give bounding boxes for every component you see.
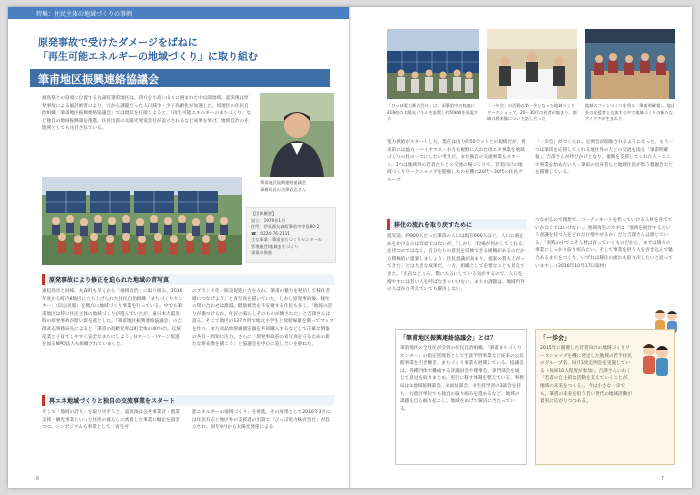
profile-line: 設立：1979年1月 — [251, 217, 286, 223]
about-box-title: 「筆甫地区振興連絡協議会」とは？ — [400, 335, 497, 342]
profile-line: 管理運営/地域まちづくり — [251, 243, 299, 249]
headline-line-2: 「再生可能エネルギーの地域づくり」に取り組む — [38, 52, 258, 63]
profile-line: 【団体概要】 — [251, 211, 277, 216]
profile-line: 主な事業：筆甫まちづくりセンターの — [251, 237, 322, 242]
page-number-right: 7 — [660, 476, 664, 482]
portrait-caption: 筆甫地区振興連絡協議会 事務局長の吉澤武志さん — [260, 180, 307, 192]
section-heading-2: 再エネ地域づくりと独自の交流事業をスタート — [42, 395, 334, 406]
headline-line-1: 原発事故で受けたダメージをばねに — [38, 38, 198, 49]
header-tab: 特集：住民主体の地域づくりの事例 — [8, 7, 349, 19]
section-heading-1: 原発事故により修正を迫られた地域の青写真 — [42, 274, 334, 285]
section1-col2: のブランド化・販売促進に力を入れ、筆甫の魅力を発信して移住者増につなげよう」と青写真を描いていた。しかし原発事故後、移住の問い合わせは激減。健康被害を不安視する住民も多く、「地域の誇りが傷つけられ、住民の暮らしそのものが壊された」と吉澤さんは語る。そこで地区の137カ所で地元小学生と放射線量を測ってマップを作り、また食品放射線測定器を共同購入するなどして正確な情報の共有・周知に注力。さらに「原発事故前の青写真を守るための新たな将来像を描こう」と協議会を中心に話し合いを重ねた。 — [192, 289, 334, 348]
right-page — [351, 7, 692, 488]
section2-col1: そして「地域の誇り」を取り戻そうと、震災後は公共事業計・農業支援・観光事業といった住民の暮らしに密着した事業に軸足を置きつつ、シンポジウムも事業として「再生可 — [42, 410, 180, 431]
young-people-illustration-icon — [638, 340, 672, 382]
body-col1: 電力供給がスタートした。現在は出力約50ワットとの規模だが、将来的には風力・バイオマス・水力も視野に入れた再エネ事業を地域づくりの柱の一つにしたい考えだ。また独自の交流事業もスタート。1つは地域外の若者たちとの交流の場づくりで、若者向けの地域づくりワークショップを開催したのを機に20代〜30代の住民グループ — [387, 140, 526, 183]
profile-line: 住所：伊具郡丸森町筆甫字中島80-2 — [251, 224, 320, 229]
left-page — [8, 7, 349, 488]
portrait-photo — [260, 93, 334, 177]
intro-text: 福島県との県境に位置する丸森町筆甫地区は、四方を小高い山々に囲まれた中山間地域。震災後は原発事故による風評被害により、元から課題だった人口減少・少子高齢化が加速した。同地区の住民自治組織「筆甫地区振興連絡協議会」では現状を打破しようと、「再生可能エネルギーのまちづくり」など独自の地域振興策を推進。住民出資の太陽光発電会社が設立されるなど成果を挙げ、地域自治の先進例としても注目されている。 — [42, 96, 251, 132]
section3-col1: 震災前、約800人だった筆甫の人口は現在600人ほど。人口に歯止めをかけるのは容易ではないが、「しかし「役場が何かしてくれる」を待つのではなく、自分たちの意見を反映できる組織があるのだから積極的に提案しましょう」住民意識が高まり、提案の質も上がってきた」とは大きな成果だ。一方、組織として必要なことも見えてきた。「正直なところ、僕に入るにしている気がするので、人口を増やすには若い人を呼ばなきゃいけない。まちの課題は、地域内外の人ばかり考えていても解決しない。 — [387, 234, 525, 293]
body-col2: 「一歩会」がつくられ、定例会が開催されるようになった。もう一つは筆甫を応援してくれる地区外の人との交流を図る「筆甫明確報」。吉澤さんが呼びかけとなり、復興を支援してくれた人・ここで事業を始めたい人・筆甫の出身者らと地域住民が集う懇親会などを開催している。 — [535, 140, 674, 176]
profile-line: ☎：0224-76-2111 — [251, 230, 291, 236]
profile-line: 事業の推進 — [251, 250, 272, 255]
about-box-text: 筆甫地区の全住民が会員の住民自治組織。「筆甫まちづくりセンター」の指定管理者として生涯学習事業など従来の公民館事業を引き継ぎ、まちづくり事業も展開している。協議会は、各種団体で構成する評議員会や理事会、専門部会を通じて意見を取りまとめ、実行に移す体制を整えている。事務局は①地域振興部会、②福祉部会、③生涯学習の3部会を持ち、行政区単位でも独自の取り組みを進めるなど、地域の課題を自ら掘り起こし、地域をあげて解決に当たっている。 — [400, 346, 524, 412]
section2-col2: 能エネルギーの地域づくり」を推進。その成果として2016年3月には住民有志と地区外の支援者の出資で「ひっぽ電力株式会社」が設立され、同年9月から太陽光発電による — [192, 410, 331, 431]
solar-panel-photo — [387, 29, 479, 99]
photo-caption-2: 「一歩会」の活動の第一歩となった地域づくりワークショップ。20〜30代の若者が集まり、地域の将来像について話し合った — [487, 103, 577, 121]
headline — [38, 37, 258, 65]
workshop-photo — [487, 29, 577, 99]
photo-caption-1: 「ひっぽ電力株式会社」は、旧筆甫中の校庭に218枚の太陽光パネルを設置し約50kWを発電する — [387, 103, 479, 121]
group-photo — [42, 177, 242, 265]
ippokai-box-title: 「一歩会」 — [540, 335, 571, 342]
exchange-event-photo — [585, 29, 675, 99]
title-band — [30, 69, 330, 87]
ippokai-box-text: 2015年に開催した若者向けの地域づくりワークショップを機に発足した地域の若手住民のグループ名。毎月1度定例会を実施している（毎回10人程度が参加）。吉澤さんいわく「若者の自主的な活動を支えていくことが、地域の未来をつくる」。今は小さな一歩でも、筆甫の未来を担う若い世代の地域活動が着実に広がりつつある。 — [540, 346, 632, 405]
section-heading-3: 移住の流れを取り戻すために — [387, 219, 527, 230]
profile-lines — [247, 208, 335, 260]
section3-col2: つながるので理想で、コーディネートを担っていける人材を育てていかなくてはいけない」。地域再生のカギは「地域を経営するという意識を持つ人をどれだけ増やせるか」だと吉澤さんは感じている。「実践の中でこそ人材は育っていくものだから、まずは個々の事業にしっかり取り組みたい。そして事業を担う人を巻き込んで魅力あるまちをつくり、いずれは移住の流れも取り戻したいと思っています」。（2016年10月17日取材） — [535, 218, 673, 269]
page-title: 筆甫地区振興連絡協議会 — [38, 73, 159, 86]
magazine-spread — [8, 7, 692, 488]
profile-box — [246, 207, 336, 263]
page-number: 6 — [36, 476, 40, 482]
section1-col1: 東松島市と同様、丸森町も早くから「地域自治」に取り組み、2010年度から町内8地区に立ち上げられた住民自治組織「まちづくりセンター」（旧公民館）を拠点に地域づくり事業を行っている。中でも筆甫地区は特に住民主体の地域づくりが進んでいたが、東日本大震災時の原発事故が暗い影を落とした。「筆甫地区振興連絡協議会」の吉澤武志事務局長によると「筆甫の高齢化率は町全体の40％台。伝統産業と子育てしやすく安全なまちにしよう、Uターン・Iターン促進を図るNPO法人も組織されていました。 — [42, 289, 183, 348]
ippokai-box — [535, 329, 675, 465]
photo-caption-3: 地域のファンづくりを図る「筆甫明確報」。地区外の応援者と交流する中で地域づくりの新たなアイデアが生まれた — [585, 103, 675, 121]
about-box — [395, 329, 527, 465]
